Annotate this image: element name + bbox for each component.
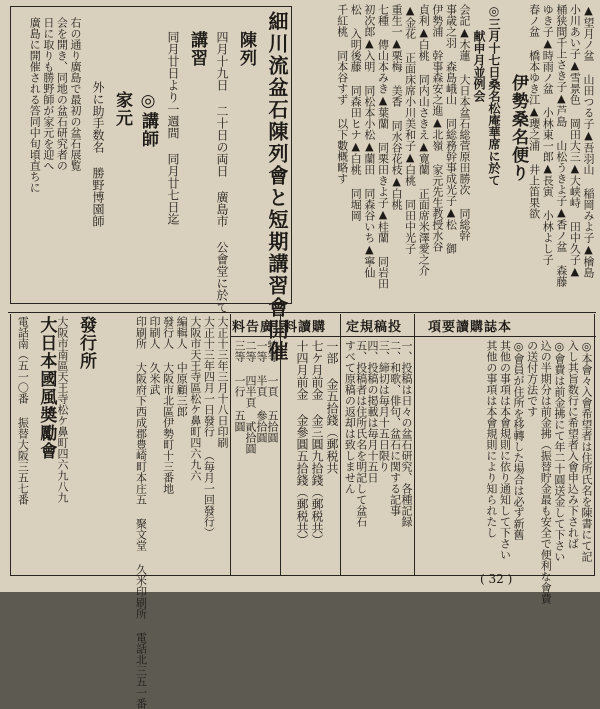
notice-header: 項要讀購誌本 [428,320,513,335]
publisher-label: 發行所 [76,316,96,370]
lecturer-label: ◎講師 [138,91,158,148]
contrib-line: 三、締切は毎月十五日限り [377,340,391,472]
contrib-line: 四、投稿の掲載は毎月十五日 [366,340,380,483]
tanka-and-news-section [296,4,594,306]
notice-line: 其他の事項は本會規則により知られたし [484,340,498,538]
exhibition-title: 細川流盆石陳列會と短期講習會開催 [265,11,289,363]
ad-line: 三等 一行 五圓 [233,340,246,432]
ad-body [234,340,278,572]
ad-line: 一等 半頁 參拾圓 [255,340,268,443]
contrib-line: 五、投稿者は住所氏名を明記して盆石 [354,340,368,527]
section-divider [8,312,596,313]
exhibition-note-line: 廣島に開催される答同中旬頃直ちに [28,17,42,193]
notice-line: 込の半期分は前金拂（振替貯金最も安全で便利な會費 [539,340,553,604]
news-body-line: ▲金花 正面床席小川美和子▲白桃 同田中光子 [403,4,417,254]
news-body-line: 七種 傳山本みき▲葉蘭 同栗田きよ子▲桂蘭 同岩田 [376,4,390,289]
ad-line: 二等 四半頁 貳拾圓 [244,340,257,454]
news-subtitle: ◎三月十七日桑名松庵華席に於て [487,4,502,186]
price-line: 一部 金五拾錢（郵税共 [325,340,339,474]
price-line: 十四月前金 金參圓五拾錢（郵税共） [295,340,309,546]
exhibition-note-line: 日に取りも勝野師が家元を迎へ [41,17,55,171]
exhibition-note-line: 会を開き、同地の盆石研究者の [55,17,69,171]
publisher-block [14,316,94,572]
imprint-line: 編輯人 中原顧三郎 [175,316,189,417]
news-body-line: 初次郎▲入明 同松本小松▲蘭田 同森谷いち▲寧仙 [362,4,376,278]
chinretsu-label: 陳列 [236,31,256,67]
imprint-line: 大阪市天王寺區松ケ鼻町四六九六 [188,316,202,481]
notice-line: 入し其旨数行に希望者入會申込み下されば [566,340,580,549]
news-body-line: 事歳之羽 森島峨山 同総務幹事成光子▲松 御 [444,4,458,254]
tanka-line: 小川あい子▲雪景色 岡田大三▲大峡峙 田中久子▲ [568,4,582,278]
ad-header: 料告廣 [232,320,275,335]
notice-line: 其他の事項は本會規則に依り通知して下さい [498,340,512,560]
koushuu-label: 講習 [187,31,207,67]
tanka-line: ゆき子▲時雨ノ盆 小林東一郎▲長寅 小林よし子 [541,4,555,265]
notice-line: ◎會員が住所を移轉した場合は必ず新舊 [512,340,526,540]
imprint-line: 發行人 大阪市北區伊勢町十三番地 [161,316,175,494]
news-subtitle2: 献申月並例会 [472,30,487,102]
imprint-line: 印刷人 久米武 [148,316,162,395]
contrib-line: 一、投稿は日々の盆石研究、各種記録 [400,340,413,527]
publisher-phone: 電話南（五一〇番 振替大阪三五七番 [16,316,30,505]
price-header: 料讀購 [284,320,327,335]
ad-line: 特等 一頁 五拾圓 [266,340,279,443]
exhibition-note [27,17,81,297]
imprint-line: 大正十三年四月一日發行 （毎月一回發行） [202,316,216,538]
price-line: 七ケ月前金 金三圓九拾錢（郵税共） [310,340,324,546]
news-body-line: 千紅桃 同本谷すず 以下數概略す [335,4,349,184]
imprint-block [96,316,229,709]
contrib-body [344,340,412,572]
notice-line: の送付方法です [525,340,539,417]
news-body-line: 貞利▲白桃 同内山さきえ▲寛蘭 正面席米澤愛之介 [417,4,431,276]
contrib-header: 定規稿投 [346,320,403,335]
tanka-line: ▲望月ノ盆 山田つる子▲吾羽山 稲岡みよ子▲檜島 [582,4,595,278]
publisher-address: 大阪市南區天王寺松ケ鼻町四六九八九 [56,316,69,503]
news-title: 伊勢桑名便り [508,74,529,182]
imprint-line: 印刷所 大阪府下西成郡豊崎町本庄五 聚文堂 久米印刷所 電話北三五一番 [134,316,148,709]
contrib-line: すべて原稿の返却は致しません [343,340,357,494]
imprint-line: 大正十三年三月十八日印刷 [216,316,229,448]
tanka-line: 桶狭間千上さき子▲芦島 山松うきよ子▲香ノ盆 森藤 [554,4,568,287]
notice-line: ◎會費は前金拂にて年二十圓送金して下さい [552,340,566,562]
exhibition-note-line: 右の通り廣島で最初の盆石展覧 [69,17,82,171]
tanka-line: 春ノ盆 橋本ゆき江▲瓔之浦 井上笛果欲 [527,4,541,219]
lecturer-name: 外に助手数名 勝野博園師 [91,81,105,227]
price-body [284,340,338,572]
notice-line: ◎本會々入會希望者は住所氏名を陳書にて記 [580,340,593,562]
news-body-line: 重生一▲栗梅 美香 同水谷花枝▲白桃 [390,4,404,210]
chinretsu-text: 四月十九日 二十日の両日 廣島市 公會堂に於て [215,31,229,313]
publisher-name: 大日本國風奬勵會 [36,316,57,460]
lecturer-role: 家元 [112,91,132,127]
koushuu-text: 同月廿日より一週間 同月廿七日迄 [166,31,180,225]
news-body-line: 会記▲木蓮 大日本盆石総菅原田勝次 同総幹 [458,4,472,241]
news-body-line: 伊勢浦 幹事森安之進▲北嶺 家元先生教授水谷 [430,4,444,252]
news-body-line: 松 入明後藤 同森田ヒナ▲白桃 同堀岡 [349,4,363,221]
page-number: ( 32 ) [480,572,513,586]
contrib-line: 二、和歌、俳句、盆石に関する記事 [388,340,402,516]
